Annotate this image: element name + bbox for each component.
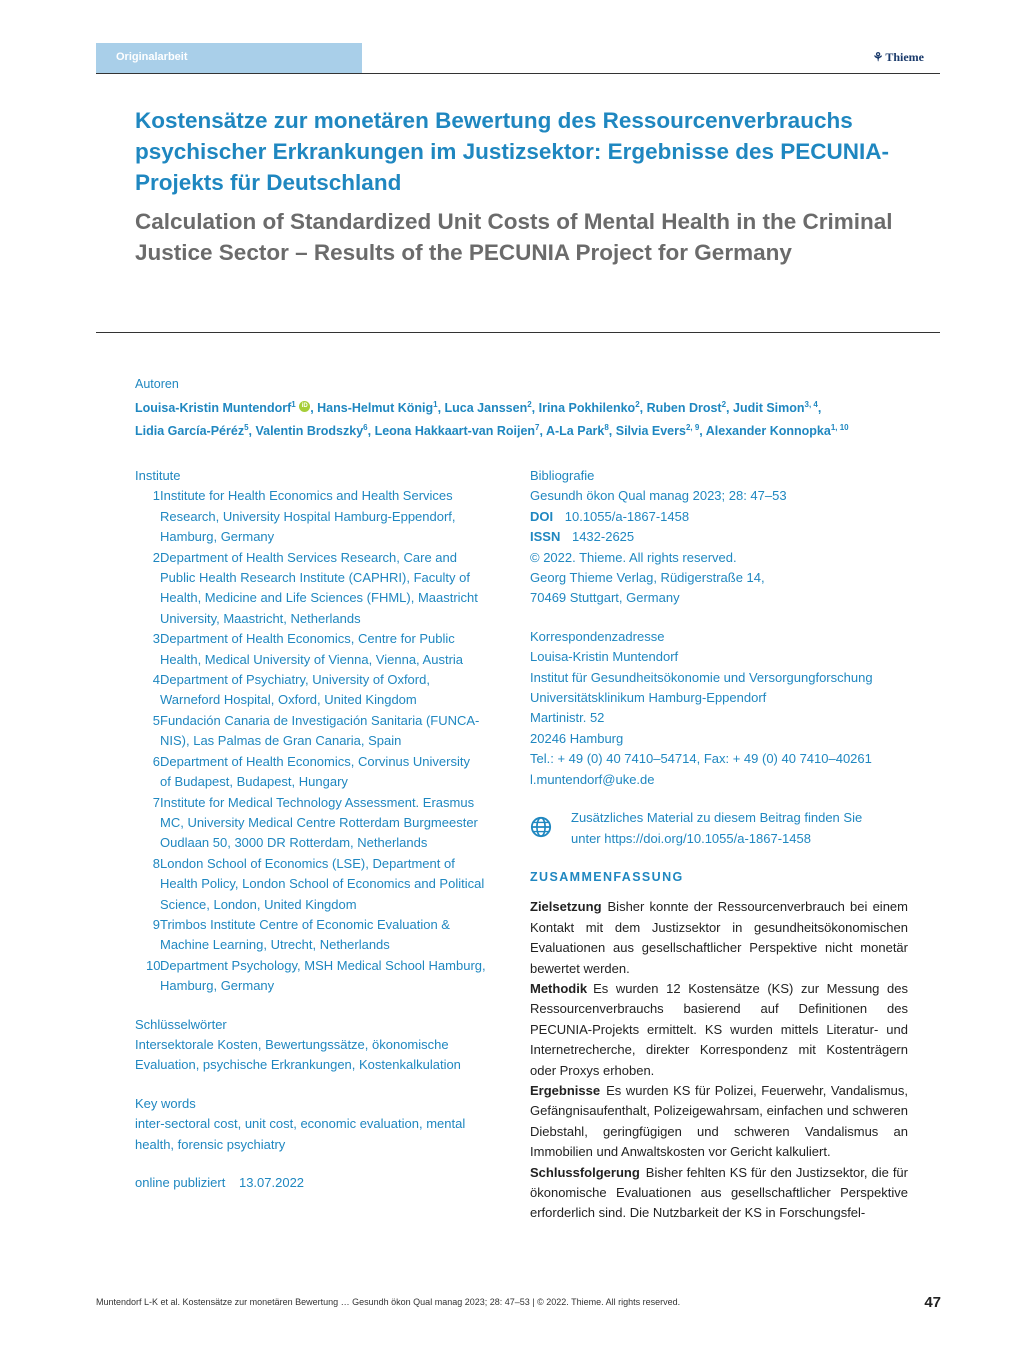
author-name: Louisa-Kristin Muntendorf <box>135 400 292 415</box>
institute-text: Institute for Medical Technology Assessment. Erasmus MC, University Medical Centre Rotterdam Burgmeester Oudlaan 50, 3000 DR Rotterdam, Netherlands <box>160 794 478 851</box>
right-column <box>530 466 908 1224</box>
abstract-section-label: Methodik <box>530 980 588 996</box>
institute-number: 2 <box>152 549 160 565</box>
abstract-section-label: Ergebnisse <box>530 1082 601 1098</box>
author-name: Judit Simon <box>733 400 805 415</box>
author-affiliation: 1 <box>433 399 438 409</box>
supplementary-link[interactable]: unter https://doi.org/10.1055/a-1867-1458 <box>571 830 811 846</box>
institute-number: 3 <box>152 631 160 647</box>
header-rule <box>96 73 940 74</box>
authors-list: Louisa-Kristin Muntendorf$^1$ iD , Hans-Helmut König$^1$, Luca Janssen$^2$, Irina Pokhilenko$^2$, Ruben Drost$^2$, Judit Simon$^{3, 4}$, Lidia García-Péréz$^5$, Valentin Brodszky$^6$, Leona Hakkaart-van Roijen$^7$, A-La Park$^8$, Silvia Evers$^{2, 9}$, Alexander Konnopka$^{1, 10}$ <box>135 399 849 439</box>
author-affiliation: 7 <box>535 423 540 433</box>
institute-text: London School of Economics (LSE), Department of Health Policy, London School of Economics and Political Science, London, United Kingdom <box>160 855 485 912</box>
online-published <box>135 1173 515 1193</box>
abstract-section-text: Bisher fehlten KS für den Justizsektor, die für ökonomische Evaluationen aus gesellschaftlicher Perspektive erforderlich sind. Die Nutzbarkeit der KS in Forschungsfel- <box>530 1164 908 1221</box>
article-title-german: Kostensätze zur monetären Bewertung des Ressourcenverbrauchs psychischer Erkrankungen im Justizsektor: Ergebnisse des PECUNIA-Projekts für Deutschland <box>135 108 889 195</box>
institute-number: 8 <box>152 855 160 871</box>
author-name: Irina Pokhilenko <box>538 400 636 415</box>
author-name: Ruben Drost <box>646 400 722 415</box>
abstract-section <box>530 979 908 1081</box>
abstract-body <box>530 897 908 1224</box>
correspondence-line: 20246 Hamburg <box>530 730 624 746</box>
correspondence-line: l.muntendorf@uke.de <box>530 771 655 787</box>
institute-item <box>135 670 515 711</box>
institute-text: Trimbos Institute Centre of Economic Evaluation & Machine Learning, Utrecht, Netherlands <box>160 916 450 953</box>
institute-item <box>135 854 515 915</box>
author-name: Alexander Konnopka <box>705 424 831 439</box>
institute-item <box>135 486 515 547</box>
abstract-section <box>530 1163 908 1224</box>
institute-number: 6 <box>152 753 160 769</box>
author-affiliation: 1, 10 <box>830 423 849 433</box>
institute-text: Department of Psychiatry, University of Oxford, Warneford Hospital, Oxford, United Kingdom <box>160 672 430 708</box>
institute-text: Department of Health Services Research, Care and Public Health Research Institute (CAPHRI), Faculty of Health, Medicine and Life Sciences (FHML), Maastricht University, Maastricht, Netherlands <box>160 549 478 626</box>
authors-block <box>135 375 935 442</box>
author-affiliation: 5 <box>244 423 249 433</box>
author-name: Leona Hakkaart-van Roijen <box>374 424 536 439</box>
abstract-section-label: Zielsetzung <box>530 899 602 915</box>
abstract-section-text: Es wurden KS für Polizei, Feuerwehr, Vandalismus, Gefängnisaufenthalt, Polizeigewahrsam, einfachen und schweren Diebstahl, geringfügigen und schweren Vandalismus an Immobilien und Anwaltskosten vor Gericht kalkuliert. <box>530 1082 908 1160</box>
institute-number: 4 <box>152 672 160 688</box>
abstract-section-label: Schlussfolgerung <box>530 1164 640 1180</box>
correspondence-line: Universitätsklinikum Hamburg-Eppendorf <box>530 690 767 706</box>
publisher-name: Thieme <box>885 50 924 64</box>
institute-text: Department of Health Economics, Centre for Public Health, Medical University of Vienna, Vienna, Austria <box>160 631 464 667</box>
institute-item <box>135 915 515 956</box>
publisher-address: Georg Thieme Verlag, Rüdigerstraße 14, <box>530 570 765 586</box>
orcid-icon[interactable]: iD <box>299 401 310 412</box>
institute-number: 7 <box>152 794 160 810</box>
correspondence-address <box>530 647 908 790</box>
issn-label: ISSN <box>530 529 561 545</box>
doi-label: DOI <box>530 508 554 524</box>
author-name: Luca Janssen <box>444 400 528 415</box>
institute-number: 10 <box>146 957 161 973</box>
section-tag: Originalarbeit <box>96 43 362 73</box>
author-name: Lidia García-Péréz <box>135 424 245 439</box>
institute-item <box>135 548 515 630</box>
thieme-logo-icon: ⚘ <box>872 50 884 64</box>
page-footer: Muntendorf L-K et al. Kostensätze zur monetären Bewertung … Gesundh ökon Qual manag 2023; 28: 47–53 | © 2022. Thieme. All rights reserved. <box>96 1297 681 1307</box>
author-affiliation: 6 <box>363 423 368 433</box>
author-affiliation: 3, 4 <box>804 399 818 409</box>
institute-text: Department Psychology, MSH Medical School Hamburg, Hamburg, Germany <box>160 957 486 994</box>
author-affiliation: 1 <box>291 399 296 409</box>
keywords-de-line: Evaluation, psychische Erkrankungen, Kostenkalkulation <box>135 1057 461 1073</box>
abstract-section <box>530 1081 908 1163</box>
online-label: online publiziert <box>135 1175 226 1190</box>
institute-text: Department of Health Economics, Corvinus University of Budapest, Budapest, Hungary <box>160 753 470 790</box>
author-name: Valentin Brodszky <box>255 424 364 439</box>
doi-link[interactable]: 10.1055/a-1867-1458 <box>564 508 690 524</box>
author-affiliation: 2 <box>721 399 727 409</box>
institute-number: 5 <box>152 712 160 728</box>
institutes-heading: Institute <box>135 468 181 483</box>
keywords-en-line: health, forensic psychiatry <box>135 1136 286 1152</box>
citation: Gesundh ökon Qual manag 2023; 28: 47–53 <box>530 488 787 504</box>
bibliography-heading: Bibliografie <box>530 468 595 483</box>
title-rule <box>96 332 940 333</box>
issn-line <box>530 527 908 547</box>
authors-label: Autoren <box>135 377 179 391</box>
institute-item <box>135 629 515 670</box>
abstract-section <box>530 897 908 979</box>
institute-item <box>135 956 515 997</box>
doi-line <box>530 507 908 527</box>
keywords-de-heading: Schlüsselwörter <box>135 1016 227 1032</box>
keywords-en-line: inter-sectoral cost, unit cost, economic evaluation, mental <box>135 1116 466 1132</box>
article-title-english: Calculation of Standardized Unit Costs of Mental Health in the Criminal Justice Sector – Results of the PECUNIA Project for Germany <box>135 209 893 265</box>
correspondence-heading: Korrespondenzadresse <box>530 628 665 644</box>
correspondence-line: Institut für Gesundheitsökonomie und Versorgungforschung <box>530 669 873 685</box>
keywords-de-line: Intersektorale Kosten, Bewertungssätze, ökonomische <box>135 1036 449 1052</box>
abstract-section-text: Bisher konnte der Ressourcenverbrauch bei einem Kontakt mit dem Justizsektor in gesundheitsökonomischen Evaluationen aus gesellschaftlicher Perspektive nicht monetär bewertet werden. <box>530 899 908 976</box>
institute-text: Institute for Health Economics and Health Services Research, University Hospital Hamburg-Eppendorf, Hamburg, Germany <box>160 488 456 545</box>
page-number: 47 <box>924 1294 941 1311</box>
keywords-en-heading: Key words <box>135 1095 196 1111</box>
author-affiliation: 2 <box>527 399 532 409</box>
left-column <box>135 466 515 1193</box>
institute-item <box>135 793 515 854</box>
institute-number: 9 <box>152 916 160 932</box>
correspondence-line: Louisa-Kristin Muntendorf <box>530 649 679 665</box>
abstract-heading: ZUSAMMENFASSUNG <box>530 869 684 884</box>
globe-icon <box>530 816 552 838</box>
institute-item <box>135 752 515 793</box>
supplementary-text: Zusätzliches Material zu diesem Beitrag finden Sie <box>571 810 863 826</box>
copyright: © 2022. Thieme. All rights reserved. <box>530 549 737 565</box>
institute-item <box>135 711 515 752</box>
author-affiliation: 2, 9 <box>685 423 700 433</box>
publisher-logo <box>873 50 924 65</box>
correspondence-line: Martinistr. 52 <box>530 710 605 726</box>
institute-text: Fundación Canaria de Investigación Sanitaria (FUNCA- NIS), Las Palmas de Gran Canaria, Spain <box>160 712 480 749</box>
correspondence-line: Tel.: + 49 (0) 40 7410–54714, Fax: + 49 (0) 40 7410–40261 <box>530 751 872 767</box>
institutes-list <box>135 486 515 996</box>
author-affiliation: 2 <box>635 399 640 409</box>
publisher-address: 70469 Stuttgart, Germany <box>530 590 680 606</box>
author-name: Silvia Evers <box>615 424 686 439</box>
author-affiliation: 8 <box>604 423 609 433</box>
author-name: A-La Park <box>545 424 605 439</box>
author-name: Hans-Helmut König <box>317 400 434 415</box>
online-date: 13.07.2022 <box>238 1175 305 1190</box>
issn-value: 1432-2625 <box>571 529 635 545</box>
supplementary-material <box>530 808 908 849</box>
institute-number: 1 <box>152 488 160 504</box>
abstract-section-text: Es wurden 12 Kostensätze (KS) zur Messung des Ressourcenverbrauchs basierend auf Definitionen des PECUNIA-Projekts ermittelt. KS wurden mittels Literatur- und Internetrecherche, direkter Korrespondenz mit Kostenträgern oder Proxys erhoben. <box>530 980 908 1078</box>
